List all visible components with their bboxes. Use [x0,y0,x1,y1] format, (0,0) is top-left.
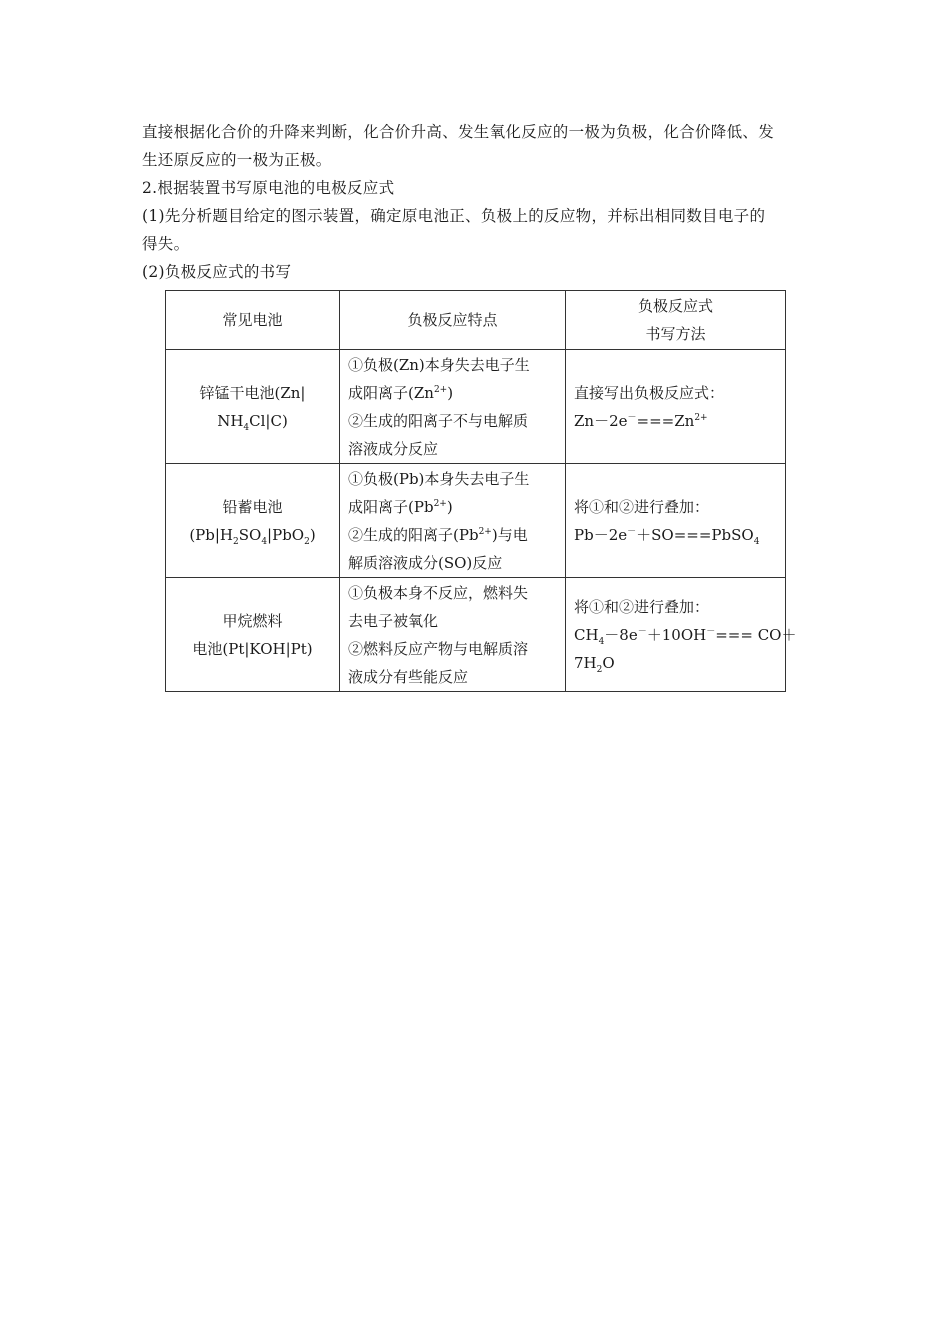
feature-line: ②生成的阳离子不与电解质 [348,411,529,430]
text: ②生成的阳离子(Pb [348,525,479,544]
header-common-battery: 常见电池 [166,291,340,350]
text: O [602,653,615,672]
text: SO [238,525,262,544]
step-1-line-2: 得失。 [142,235,190,253]
feature-line [348,493,557,521]
header-method-line-2: 书写方法 [645,325,706,343]
table-row [166,464,786,578]
text: (Pb|H [189,525,233,544]
section-heading: 2.根据装置书写原电池的电极反应式 [142,179,395,197]
intro-line-2: 生还原反应的一极为正极。 [142,151,332,169]
subscript: 4 [753,536,760,547]
text: 7H [574,653,597,672]
method-cell [566,464,786,578]
step-1-paragraph [142,202,814,258]
text: 成阳离子(Zn [348,383,434,402]
superscript: － [706,626,716,637]
superscript: 2+ [433,498,447,509]
feature-line: 去电子被氧化 [348,611,439,630]
text: NH [217,411,244,430]
battery-cell [166,350,340,464]
method-equation [574,407,777,435]
feature-cell [340,350,566,464]
method-cell [566,578,797,692]
method-equation [574,521,777,549]
superscript: 2+ [694,412,708,423]
subscript: 2 [233,536,239,547]
header-method [566,291,786,350]
text: ) [447,383,454,402]
superscript: 2+ [478,526,492,537]
subscript: 2 [304,536,310,547]
text: 成阳离子(Pb [348,497,434,516]
feature-line: ②燃料反应产物与电解质溶 [348,639,529,658]
subscript: 4 [243,422,250,433]
battery-name: 甲烷燃料 [222,611,283,630]
method-line: 将①和②进行叠加： [574,497,710,516]
text: === CO＋ [715,625,797,644]
superscript: － [637,626,647,637]
text: Pb－2e [574,525,628,544]
table-row [166,350,786,464]
text: ＋10OH [646,625,707,644]
superscript: － [627,412,637,423]
table-header-row [166,291,786,350]
negative-electrode-table [165,290,797,692]
method-line: 直接写出负极反应式： [574,383,725,402]
battery-formula: 电池(Pt|KOH|Pt) [192,639,313,658]
text: Cl|C) [249,411,288,430]
text: ===Zn [636,411,695,430]
feature-cell [340,464,566,578]
feature-line: ①负极(Pb)本身失去电子生 [348,469,530,488]
subscript: 4 [261,536,268,547]
feature-line [348,379,557,407]
feature-line: 解质溶液成分(SO)反应 [348,553,503,572]
step-2-heading: (2)负极反应式的书写 [142,263,292,281]
text: )与电 [491,525,528,544]
battery-name: 铅蓄电池 [222,497,283,516]
text: －8e [604,625,638,644]
feature-line: 溶液成分反应 [348,439,439,458]
text: ＋SO===PbSO [636,525,754,544]
battery-name: 锌锰干电池(Zn| [199,383,306,402]
header-method-line-1: 负极反应式 [637,297,713,315]
intro-paragraph [142,118,814,174]
document-body [142,118,814,286]
feature-cell [340,578,566,692]
method-line: 将①和②进行叠加： [574,597,710,616]
method-equation [574,621,797,649]
text: ) [446,497,453,516]
battery-formula [174,521,331,549]
text: ) [309,525,316,544]
method-cell [566,350,786,464]
battery-cell [166,464,340,578]
superscript: － [627,526,637,537]
table-row [166,578,786,692]
intro-line-1: 直接根据化合价的升降来判断，化合价升高、发生氧化反应的一极为负极，化合价降低、发 [142,123,775,141]
feature-line: ①负极(Zn)本身失去电子生 [348,355,530,374]
subscript: 4 [598,636,605,647]
header-feature: 负极反应特点 [340,291,566,350]
superscript: 2+ [433,384,448,395]
step-1-line-1: (1)先分析题目给定的图示装置，确定原电池正、负极上的反应物，并标出相同数目电子的 [142,207,766,225]
feature-line: 液成分有些能反应 [348,667,469,686]
text: Zn－2e [574,411,628,430]
battery-cell [166,578,340,692]
text: CH [574,625,599,644]
feature-line: ①负极本身不反应，燃料失 [348,583,529,602]
battery-formula [174,407,331,435]
feature-line [348,521,557,549]
method-equation-cont [574,649,777,677]
subscript: 2 [596,664,603,675]
text: |PbO [267,525,305,544]
